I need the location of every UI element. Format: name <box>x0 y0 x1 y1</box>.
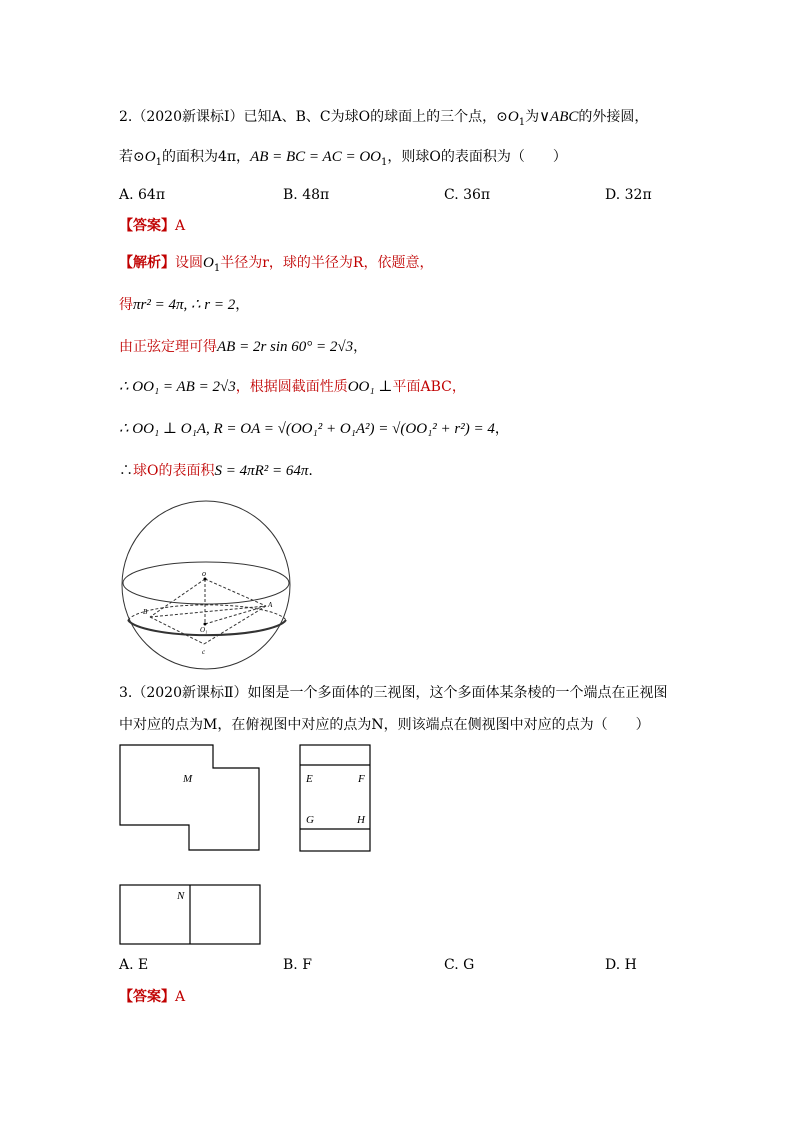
q3-option-b: B. F <box>283 957 312 973</box>
q2-analysis-line4: ∴ OO₁ = AB = 2√3，根据圆截面性质OO₁ ⊥平面ABC， <box>119 379 466 395</box>
q2-option-a: A. 64π <box>119 187 166 203</box>
q3-answer: 【答案】A <box>119 989 186 1005</box>
q2-answer: 【答案】A <box>119 218 186 234</box>
q2-analysis-line2: 得πr² = 4π, ∴ r = 2， <box>119 297 250 313</box>
q3-stem-line2: 中对应的点为M，在俯视图中对应的点为N，则该端点在侧视图中对应的点为（ ） <box>119 717 650 733</box>
label-b: B <box>143 608 148 616</box>
q3-option-a: A. E <box>119 957 149 973</box>
front-view <box>120 745 259 850</box>
q2-option-d: D. 32π <box>605 187 652 203</box>
q2-analysis-line3: 由正弦定理可得AB = 2r sin 60° = 2√3， <box>119 339 368 355</box>
side-view <box>300 745 370 851</box>
q3-stem-line1: 3.（2020新课标Ⅱ）如图是一个多面体的三视图，这个多面体某条棱的一个端点在正视图 <box>119 685 668 701</box>
label-a: A <box>268 601 273 609</box>
label-f: F <box>358 773 365 785</box>
label-o1: O₁ <box>200 626 208 634</box>
q2-analysis-line6: ∴球O的表面积S = 4πR² = 64π. <box>119 463 313 479</box>
q2-stem-line1: 2.（2020新课标Ⅰ）已知A、B、C为球O的球面上的三个点，$⊙O_1$为∨ABC的外接圆， <box>119 109 649 128</box>
q2-stem-line2: 若$⊙O_1$的面积为4π，AB = BC = AC = $OO_1$，则球O的表面积为（ ） <box>119 149 567 168</box>
label-c: c <box>202 648 206 656</box>
label-h: H <box>357 814 365 826</box>
label-e: E <box>306 773 313 785</box>
label-g: G <box>306 814 314 826</box>
q3-option-d: D. H <box>605 957 637 973</box>
q2-analysis-line1: 【解析】设圆$O_1$半径为r，球的半径为R，依题意， <box>119 255 434 274</box>
label-m: M <box>183 773 193 785</box>
q2-option-b: B. 48π <box>283 187 330 203</box>
q2-analysis-line5: ∴ OO₁ ⊥ O₁A, R = OA = √(OO₁² + O₁A²) = √(OO₁² + r²) = 4， <box>119 421 509 437</box>
q3-option-c: C. G <box>444 957 475 973</box>
label-o: o <box>202 569 206 578</box>
label-n: N <box>177 890 185 902</box>
q2-option-c: C. 36π <box>444 187 491 203</box>
